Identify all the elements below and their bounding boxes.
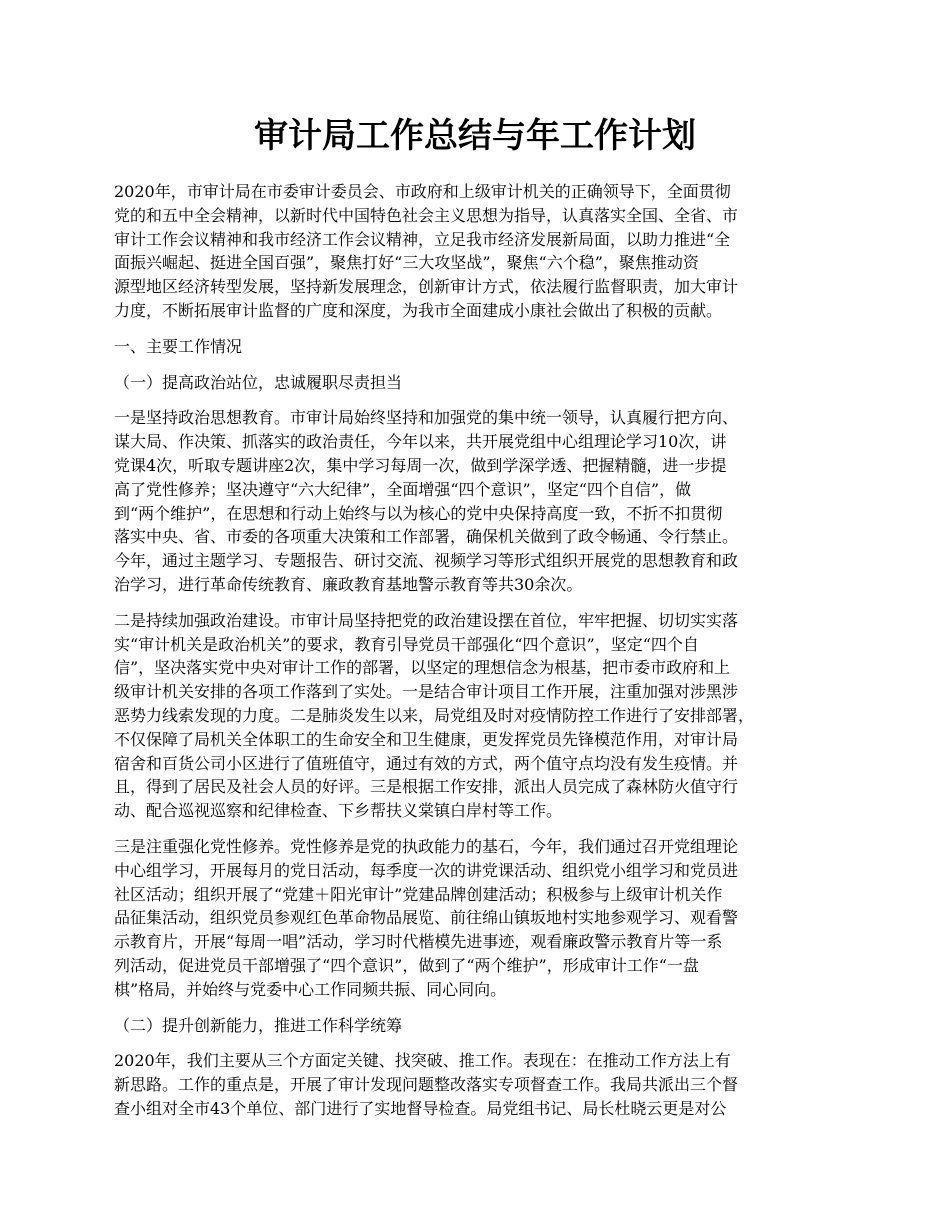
text-line: 审计工作会议精神和我市经济工作会议精神，立足我市经济发展新局面，以助力推进“全 <box>114 229 731 249</box>
text-line: 党的和五中全会精神，以新时代中国特色社会主义思想为指导，认真落实全国、全省、市 <box>114 205 739 225</box>
text-line: 三是注重强化党性修养。党性修养是党的执政能力的基石，今年，我们通过召开党组理论 <box>114 836 739 856</box>
body-paragraph <box>114 609 844 823</box>
text-line: 级审计机关安排的各项工作落到了实处。一是结合审计项目工作开展，注重加强对涉黑涉 <box>114 682 739 702</box>
text-line: 实“审计机关是政治机关”的要求，教育引导党员干部强化“四个意识”，坚定“四个自 <box>114 634 699 654</box>
text-line: 谋大局、作决策、抓落实的政治责任，今年以来，共开展党组中心组理论学习10次，讲 <box>114 432 727 452</box>
document-body <box>114 180 844 1133</box>
text-line: 宿舍和百货公司小区进行了值班值守，通过有效的方式，两个值守点均没有发生疫情。并 <box>114 753 739 773</box>
text-line: 品征集活动，组织党员参观红色革命物品展览、前往绵山镇坂地村实地参观学习、观看警 <box>114 908 739 928</box>
section-heading: 一、主要工作情况 <box>114 336 243 356</box>
text-line: 棋”格局，并始终与党委中心工作同频共振、同心同向。 <box>114 979 507 999</box>
text-line: 到“两个维护”，在思想和行动上始终与以为核心的党中央保持高度一致，不折不扣贯彻 <box>114 503 723 523</box>
text-line: 面振兴崛起、挺进全国百强”，聚焦打好“三大攻坚战”，聚焦“六个稳”，聚焦推动资 <box>114 253 699 273</box>
text-line: 高了党性修养；坚决遵守“六大纪律”，全面增强“四个意识”，坚定“四个自信”，做 <box>114 479 692 499</box>
text-line: 不仅保障了局机关全体职工的生命安全和卫生健康，更发挥党员先锋模范作用，对审计局 <box>114 729 739 749</box>
body-paragraph <box>114 406 844 596</box>
text-line: 党课4次，听取专题讲座2次，集中学习每周一次，做到学深学透、把握精髓，进一步提 <box>114 455 727 475</box>
intro-paragraph <box>114 180 844 323</box>
text-line: 源型地区经济转型发展，坚持新发展理念，创新审计方式，依法履行监督职责，加大审计 <box>114 277 739 297</box>
text-line: 二是持续加强政治建设。市审计局坚持把党的政治建设摆在首位，牢牢把握、切切实实落 <box>114 610 739 630</box>
text-line: 落实中央、省、市委的各项重大决策和工作部署，确保机关做到了政令畅通、令行禁止。 <box>114 527 739 547</box>
text-line: 社区活动；组织开展了“党建＋阳光审计”党建品牌创建活动；积极参与上级审计机关作 <box>114 884 723 904</box>
body-paragraph <box>114 1049 844 1120</box>
text-line: 2020年，我们主要从三个方面定关键、找突破、推工作。表现在：在推动工作方法上有 <box>114 1051 731 1071</box>
text-line: 今年，通过主题学习、专题报告、研讨交流、视频学习等形式组织开展党的思想教育和政 <box>114 551 739 571</box>
subsection-heading: （一）提高政治站位，忠诚履职尽责担当 <box>114 372 403 392</box>
document-title: 审计局工作总结与年工作计划 <box>254 116 696 156</box>
text-line: 查小组对全市43个单位、部门进行了实地督导检查。局党组书记、局长杜晓云更是对公 <box>114 1098 727 1118</box>
text-line: 治学习，进行革命传统教育、廉政教育基地警示教育等共30余次。 <box>114 574 583 594</box>
text-line: 且，得到了居民及社会人员的好评。三是根据工作安排，派出人员完成了森林防火值守行 <box>114 777 739 797</box>
body-paragraph <box>114 835 844 1002</box>
text-line: 列活动，促进党员干部增强了“四个意识”，做到了“两个维护”，形成审计工作“一盘 <box>114 955 699 975</box>
text-line: 一是坚持政治思想教育。市审计局始终坚持和加强党的集中统一领导，认真履行把方向、 <box>114 408 739 428</box>
text-line: 2020年，市审计局在市委审计委员会、市政府和上级审计机关的正确领导下，全面贯彻 <box>114 182 731 201</box>
subsection-heading: （二）提升创新能力，推进工作科学统筹 <box>114 1015 403 1035</box>
text-line: 新思路。工作的重点是，开展了审计发现问题整改落实专项督查工作。我局共派出三个督 <box>114 1075 739 1095</box>
text-line: 中心组学习，开展每月的党日活动，每季度一次的讲党课活动、组织党小组学习和党员进 <box>114 860 739 880</box>
text-line: 信”，坚决落实党中央对审计工作的部署，以坚定的理想信念为根基，把市委市政府和上 <box>114 658 731 678</box>
text-line: 动、配合巡视巡察和纪律检查、下乡帮扶义棠镇白岸村等工作。 <box>114 801 563 821</box>
text-line: 恶势力线索发现的力度。二是肺炎发生以来，局党组及时对疫情防控工作进行了安排部署， <box>114 705 755 725</box>
text-line: 力度，不断拓展审计监督的广度和深度，为我市全面建成小康社会做出了积极的贡献。 <box>114 300 723 320</box>
text-line: 示教育片，开展“每周一唱”活动，学习时代楷模先进事迹，观看廉政警示教育片等一系 <box>114 932 723 952</box>
